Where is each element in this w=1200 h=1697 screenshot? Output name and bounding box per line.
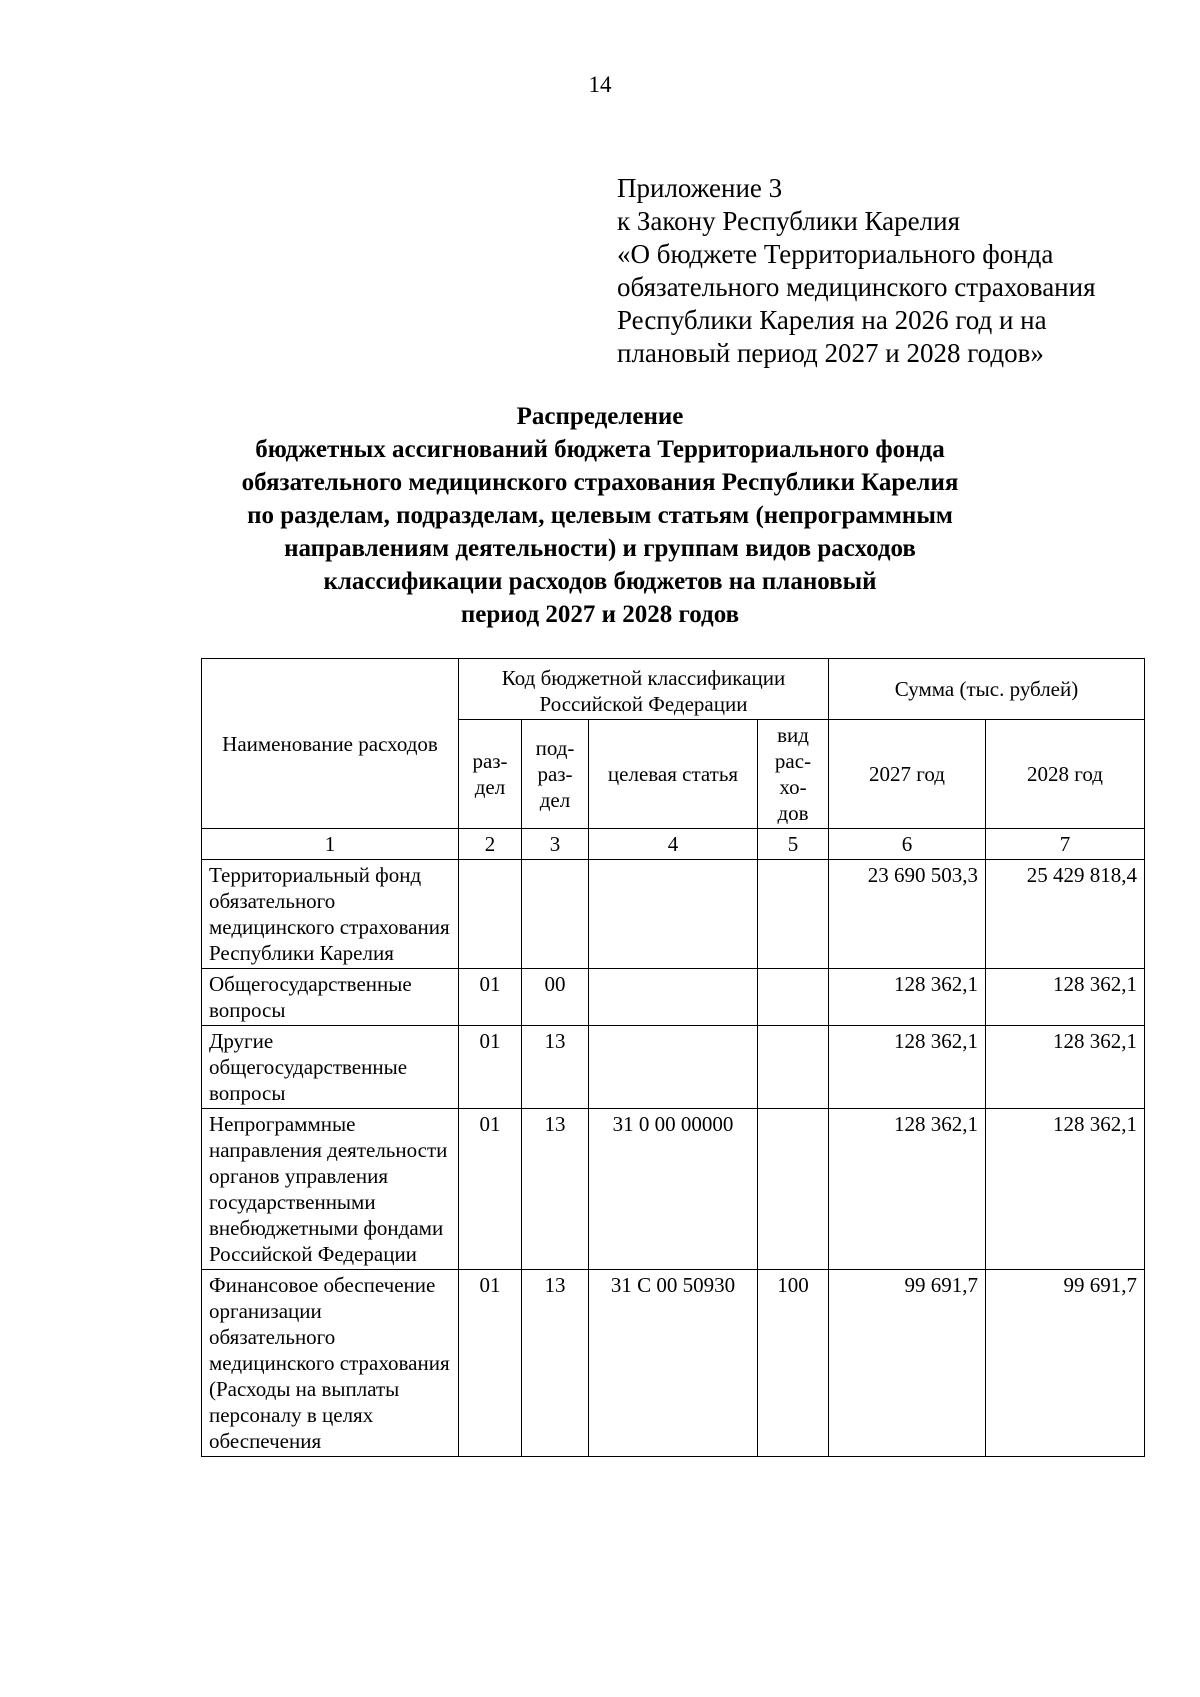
column-number: 4: [589, 829, 758, 860]
row-celevaya: [589, 969, 758, 1026]
appendix-block: [617, 172, 1177, 370]
appendix-line: Приложение 3: [617, 173, 783, 203]
row-2028: 99 691,7: [986, 1270, 1145, 1457]
appendix-line: плановый период 2027 и 2028 годов»: [617, 338, 1044, 368]
header-razdel: раз- дел: [459, 720, 522, 829]
column-number: 6: [829, 829, 986, 860]
row-razdel: 01: [459, 1109, 522, 1270]
header-code-group: Код бюджетной классификации Российской Федерации: [459, 659, 829, 720]
row-razdel: 01: [459, 1270, 522, 1457]
row-2027: 128 362,1: [829, 1026, 986, 1109]
budget-table: [201, 658, 1145, 1457]
row-2027: 128 362,1: [829, 1109, 986, 1270]
row-podrazdel: 13: [522, 1109, 589, 1270]
row-podrazdel: 00: [522, 969, 589, 1026]
row-vid: [758, 860, 829, 969]
row-celevaya: [589, 1026, 758, 1109]
title-line: бюджетных ассигнований бюджета Территориального фонда: [255, 436, 945, 463]
header-sum-group: Сумма (тыс. рублей): [829, 659, 1145, 720]
appendix-line: Республики Карелия на 2026 год и на: [617, 305, 1047, 335]
title-line: направлениям деятельности) и группам видов расходов: [284, 535, 916, 562]
row-name: Территориальный фонд обязательного медицинского страхования Республики Карелия: [202, 860, 459, 969]
title-line: Распределение: [516, 403, 684, 430]
row-podrazdel: [522, 860, 589, 969]
table-row: [202, 1109, 1145, 1270]
appendix-line: «О бюджете Территориального фонда: [617, 239, 1054, 269]
row-name: Общегосударственные вопросы: [202, 969, 459, 1026]
column-number: 1: [202, 829, 459, 860]
header-podrazdel: под- раз- дел: [522, 720, 589, 829]
row-vid: [758, 1026, 829, 1109]
title-line: классификации расходов бюджетов на плановый: [323, 568, 877, 595]
row-razdel: 01: [459, 969, 522, 1026]
row-2028: 25 429 818,4: [986, 860, 1145, 969]
row-2028: 128 362,1: [986, 1109, 1145, 1270]
row-vid: [758, 1109, 829, 1270]
row-2027: 23 690 503,3: [829, 860, 986, 969]
row-name: Финансовое обеспечение организации обязательного медицинского страхования (Расходы на выплаты персоналу в целях обеспечения: [202, 1270, 459, 1457]
row-2027: 128 362,1: [829, 969, 986, 1026]
table-row: [202, 1026, 1145, 1109]
row-name: Другие общегосударственные вопросы: [202, 1026, 459, 1109]
row-2028: 128 362,1: [986, 1026, 1145, 1109]
row-razdel: 01: [459, 1026, 522, 1109]
header-vid: вид рас- хо- дов: [758, 720, 829, 829]
row-celevaya: [589, 860, 758, 969]
document-title: [0, 400, 1200, 631]
row-2028: 128 362,1: [986, 969, 1145, 1026]
table-row: [202, 860, 1145, 969]
row-vid: [758, 969, 829, 1026]
appendix-line: к Закону Республики Карелия: [617, 206, 960, 236]
title-line: по разделам, подразделам, целевым статьям (непрограммным: [247, 502, 953, 529]
row-celevaya: 31 С 00 50930: [589, 1270, 758, 1457]
header-celevaya: целевая статья: [589, 720, 758, 829]
row-podrazdel: 13: [522, 1026, 589, 1109]
title-line: период 2027 и 2028 годов: [460, 601, 740, 628]
table-row: [202, 969, 1145, 1026]
page-number: 14: [588, 72, 612, 97]
header-name: Наименование расходов: [202, 659, 459, 829]
column-number-row: [202, 829, 1145, 860]
table-row: [202, 1270, 1145, 1457]
header-2027: 2027 год: [829, 720, 986, 829]
row-vid: 100: [758, 1270, 829, 1457]
row-name: Непрограммные направления деятельности органов управления государственными внебюджетными фондами Российской Федерации: [202, 1109, 459, 1270]
row-razdel: [459, 860, 522, 969]
row-2027: 99 691,7: [829, 1270, 986, 1457]
row-podrazdel: 13: [522, 1270, 589, 1457]
row-celevaya: 31 0 00 00000: [589, 1109, 758, 1270]
column-number: 3: [522, 829, 589, 860]
column-number: 7: [986, 829, 1145, 860]
column-number: 2: [459, 829, 522, 860]
header-2028: 2028 год: [986, 720, 1145, 829]
column-number: 5: [758, 829, 829, 860]
title-line: обязательного медицинского страхования Республики Карелия: [241, 469, 959, 496]
appendix-line: обязательного медицинского страхования: [617, 272, 1096, 302]
